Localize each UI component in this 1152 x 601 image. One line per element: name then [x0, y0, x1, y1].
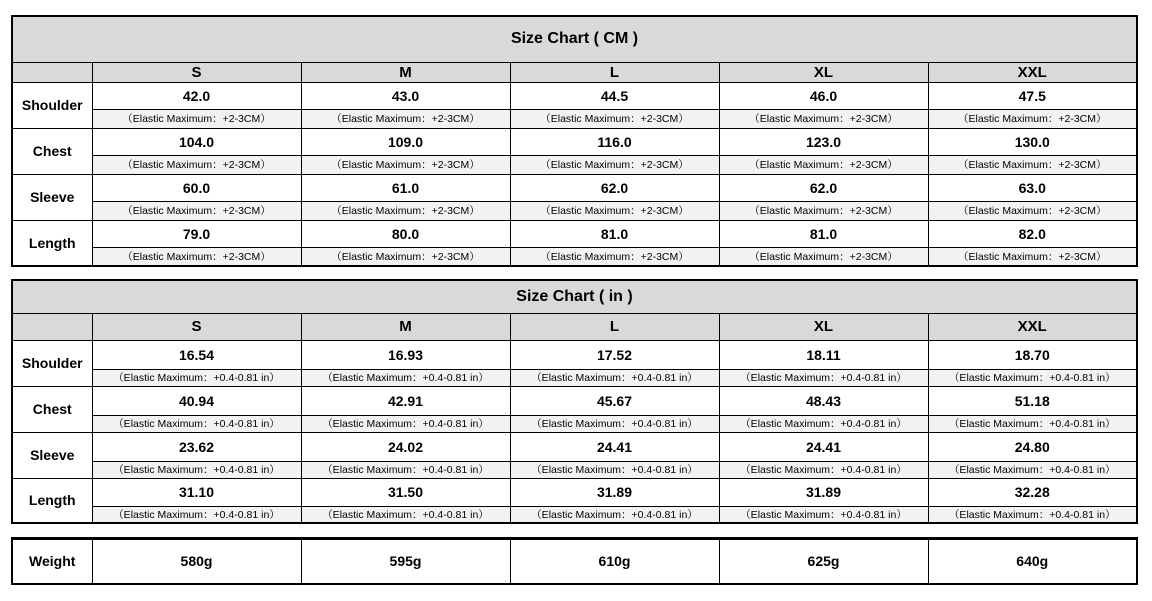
elastic-note: （Elastic Maximum：+0.4-0.81 in）	[719, 415, 928, 432]
measurement-value: 43.0	[301, 82, 510, 109]
elastic-note: （Elastic Maximum：+2-3CM）	[719, 155, 928, 174]
elastic-note: （Elastic Maximum：+0.4-0.81 in）	[928, 369, 1137, 386]
measurement-value: 40.94	[92, 386, 301, 415]
elastic-note: （Elastic Maximum：+0.4-0.81 in）	[928, 506, 1137, 523]
measurement-value: 23.62	[92, 432, 301, 461]
measurement-value: 82.0	[928, 220, 1137, 247]
size-header: M	[301, 313, 510, 340]
measurement-value: 18.11	[719, 340, 928, 369]
elastic-note: （Elastic Maximum：+0.4-0.81 in）	[510, 369, 719, 386]
measurement-value: 17.52	[510, 340, 719, 369]
elastic-note: （Elastic Maximum：+0.4-0.81 in）	[301, 461, 510, 478]
elastic-note: （Elastic Maximum：+0.4-0.81 in）	[719, 369, 928, 386]
size-chart-cm	[11, 15, 1138, 267]
elastic-note: （Elastic Maximum：+0.4-0.81 in）	[301, 369, 510, 386]
row-label: Length	[12, 478, 92, 523]
weight-value: 580g	[92, 539, 301, 584]
header-corner	[12, 62, 92, 82]
measurement-value: 18.70	[928, 340, 1137, 369]
measurement-value: 60.0	[92, 174, 301, 201]
measurement-value: 48.43	[719, 386, 928, 415]
elastic-note: （Elastic Maximum：+2-3CM）	[301, 247, 510, 266]
elastic-note: （Elastic Maximum：+2-3CM）	[510, 201, 719, 220]
measurement-value: 31.89	[719, 478, 928, 506]
size-header: XXL	[928, 62, 1137, 82]
row-label: Sleeve	[12, 174, 92, 220]
elastic-note: （Elastic Maximum：+2-3CM）	[92, 247, 301, 266]
measurement-value: 31.89	[510, 478, 719, 506]
elastic-note: （Elastic Maximum：+2-3CM）	[510, 109, 719, 128]
size-header: S	[92, 313, 301, 340]
size-header: XL	[719, 313, 928, 340]
measurement-value: 31.10	[92, 478, 301, 506]
chart-title: Size Chart ( CM )	[12, 16, 1137, 62]
measurement-value: 104.0	[92, 128, 301, 155]
measurement-value: 44.5	[510, 82, 719, 109]
measurement-value: 62.0	[719, 174, 928, 201]
row-label: Chest	[12, 386, 92, 432]
elastic-note: （Elastic Maximum：+2-3CM）	[719, 201, 928, 220]
measurement-value: 24.02	[301, 432, 510, 461]
measurement-value: 42.91	[301, 386, 510, 415]
elastic-note: （Elastic Maximum：+0.4-0.81 in）	[719, 506, 928, 523]
measurement-value: 42.0	[92, 82, 301, 109]
elastic-note: （Elastic Maximum：+0.4-0.81 in）	[92, 415, 301, 432]
row-label: Weight	[12, 539, 92, 584]
elastic-note: （Elastic Maximum：+0.4-0.81 in）	[719, 461, 928, 478]
measurement-value: 24.80	[928, 432, 1137, 461]
measurement-value: 62.0	[510, 174, 719, 201]
measurement-value: 46.0	[719, 82, 928, 109]
elastic-note: （Elastic Maximum：+2-3CM）	[301, 201, 510, 220]
elastic-note: （Elastic Maximum：+2-3CM）	[301, 109, 510, 128]
row-label: Sleeve	[12, 432, 92, 478]
weight-value: 595g	[301, 539, 510, 584]
elastic-note: （Elastic Maximum：+2-3CM）	[928, 201, 1137, 220]
elastic-note: （Elastic Maximum：+0.4-0.81 in）	[510, 461, 719, 478]
measurement-value: 45.67	[510, 386, 719, 415]
elastic-note: （Elastic Maximum：+2-3CM）	[92, 201, 301, 220]
elastic-note: （Elastic Maximum：+2-3CM）	[92, 109, 301, 128]
measurement-value: 109.0	[301, 128, 510, 155]
size-header: M	[301, 62, 510, 82]
elastic-note: （Elastic Maximum：+0.4-0.81 in）	[92, 369, 301, 386]
elastic-note: （Elastic Maximum：+2-3CM）	[510, 247, 719, 266]
elastic-note: （Elastic Maximum：+2-3CM）	[928, 155, 1137, 174]
size-chart-inches	[11, 279, 1138, 524]
elastic-note: （Elastic Maximum：+2-3CM）	[928, 109, 1137, 128]
elastic-note: （Elastic Maximum：+0.4-0.81 in）	[92, 506, 301, 523]
measurement-value: 123.0	[719, 128, 928, 155]
weight-value: 640g	[928, 539, 1137, 584]
weight-value: 625g	[719, 539, 928, 584]
measurement-value: 47.5	[928, 82, 1137, 109]
measurement-value: 61.0	[301, 174, 510, 201]
measurement-value: 32.28	[928, 478, 1137, 506]
measurement-value: 16.93	[301, 340, 510, 369]
weight-table	[11, 537, 1138, 585]
measurement-value: 81.0	[719, 220, 928, 247]
measurement-value: 79.0	[92, 220, 301, 247]
elastic-note: （Elastic Maximum：+2-3CM）	[719, 109, 928, 128]
elastic-note: （Elastic Maximum：+2-3CM）	[719, 247, 928, 266]
measurement-value: 81.0	[510, 220, 719, 247]
elastic-note: （Elastic Maximum：+0.4-0.81 in）	[928, 415, 1137, 432]
weight-value: 610g	[510, 539, 719, 584]
row-label: Chest	[12, 128, 92, 174]
measurement-value: 80.0	[301, 220, 510, 247]
elastic-note: （Elastic Maximum：+0.4-0.81 in）	[301, 415, 510, 432]
elastic-note: （Elastic Maximum：+0.4-0.81 in）	[301, 506, 510, 523]
measurement-value: 24.41	[510, 432, 719, 461]
measurement-value: 16.54	[92, 340, 301, 369]
row-label: Length	[12, 220, 92, 266]
size-header: XXL	[928, 313, 1137, 340]
elastic-note: （Elastic Maximum：+2-3CM）	[92, 155, 301, 174]
elastic-note: （Elastic Maximum：+2-3CM）	[928, 247, 1137, 266]
elastic-note: （Elastic Maximum：+0.4-0.81 in）	[928, 461, 1137, 478]
row-label: Shoulder	[12, 340, 92, 386]
chart-title: Size Chart ( in )	[12, 280, 1137, 313]
elastic-note: （Elastic Maximum：+0.4-0.81 in）	[510, 415, 719, 432]
elastic-note: （Elastic Maximum：+0.4-0.81 in）	[510, 506, 719, 523]
measurement-value: 51.18	[928, 386, 1137, 415]
measurement-value: 63.0	[928, 174, 1137, 201]
measurement-value: 31.50	[301, 478, 510, 506]
measurement-value: 130.0	[928, 128, 1137, 155]
size-header: L	[510, 62, 719, 82]
measurement-value: 116.0	[510, 128, 719, 155]
elastic-note: （Elastic Maximum：+2-3CM）	[510, 155, 719, 174]
elastic-note: （Elastic Maximum：+0.4-0.81 in）	[92, 461, 301, 478]
elastic-note: （Elastic Maximum：+2-3CM）	[301, 155, 510, 174]
size-header: S	[92, 62, 301, 82]
header-corner	[12, 313, 92, 340]
size-header: L	[510, 313, 719, 340]
size-header: XL	[719, 62, 928, 82]
measurement-value: 24.41	[719, 432, 928, 461]
row-label: Shoulder	[12, 82, 92, 128]
